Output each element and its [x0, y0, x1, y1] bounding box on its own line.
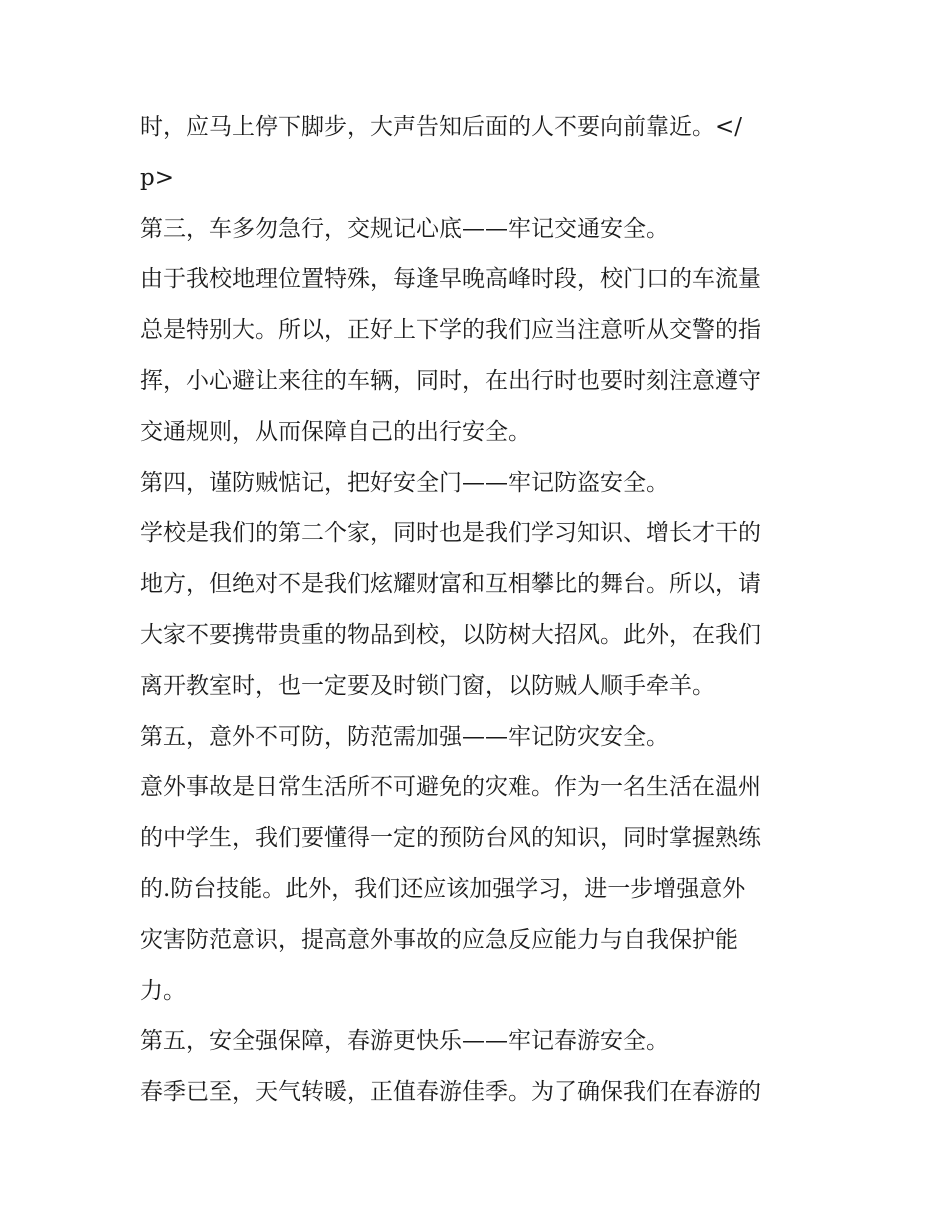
text-line: 离开教室时，也一定要及时锁门窗，以防贼人顺手牵羊。	[140, 672, 715, 699]
section-heading: 第五，意外不可防，防范需加强——牢记防灾安全。	[140, 723, 669, 750]
text-line: 交通规则，从而保障自己的出行安全。	[140, 418, 531, 445]
text-line: 春季已至，天气转暖，正值春游佳季。为了确保我们在春游的	[140, 1079, 761, 1106]
text-line: 大家不要携带贵重的物品到校，以防树大招风。此外，在我们	[140, 621, 761, 648]
text-line: 总是特别大。所以，正好上下学的我们应当注意听从交警的指	[140, 317, 761, 344]
text-line: 挥，小心避让来往的车辆，同时，在出行时也要时刻注意遵守	[140, 367, 761, 394]
section-heading: 第三，车多勿急行，交规记心底——牢记交通安全。	[140, 215, 669, 242]
text-line: 力。	[140, 977, 186, 1004]
section-heading: 第四，谨防贼惦记，把好安全门——牢记防盗安全。	[140, 469, 669, 496]
section-heading: 第五，安全强保障，春游更快乐——牢记春游安全。	[140, 1028, 669, 1055]
text-line: p>	[140, 164, 174, 191]
text-line: 地方，但绝对不是我们炫耀财富和互相攀比的舞台。所以，请	[140, 571, 761, 598]
text-line: 灾害防范意识，提高意外事故的应急反应能力与自我保护能	[140, 926, 738, 953]
text-line: 的.防台技能。此外，我们还应该加强学习，进一步增强意外	[140, 875, 746, 902]
text-line: 时，应马上停下脚步，大声告知后面的人不要向前靠近。</	[140, 114, 743, 140]
text-line: 学校是我们的第二个家，同时也是我们学习知识、增长才干的	[140, 520, 761, 547]
text-line: 意外事故是日常生活所不可避免的灾难。作为一名生活在温州	[140, 774, 761, 801]
text-line: 由于我校地理位置特殊，每逢早晚高峰时段，校门口的车流量	[140, 266, 761, 293]
document-body	[140, 102, 820, 1118]
text-line: 的中学生，我们要懂得一定的预防台风的知识，同时掌握熟练	[140, 825, 761, 852]
